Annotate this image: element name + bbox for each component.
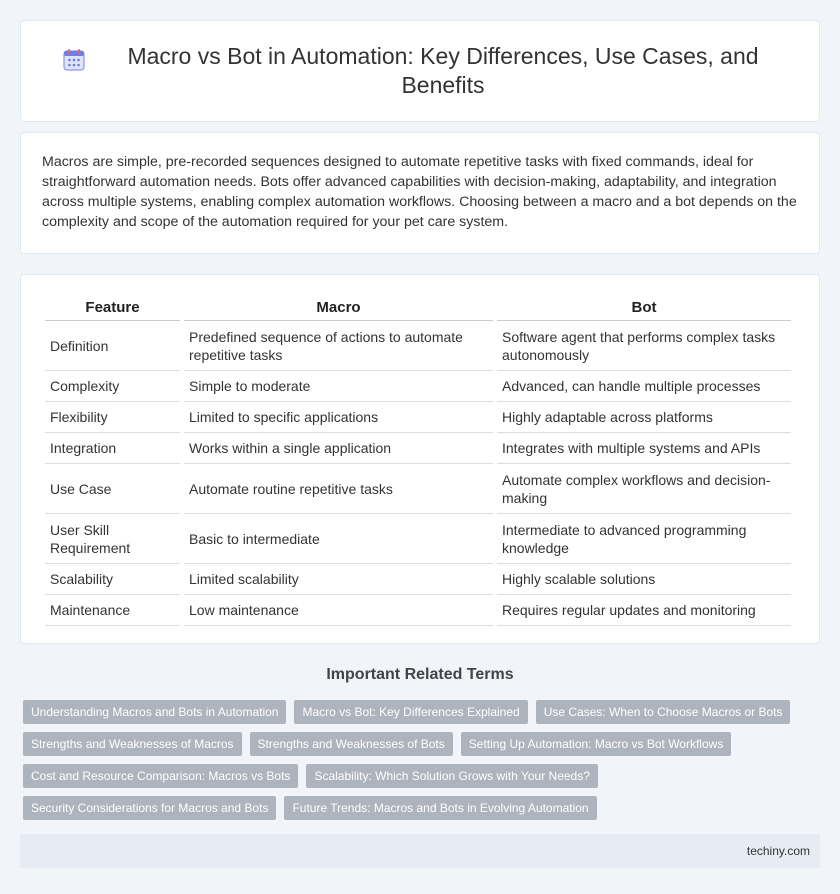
table-row: [45, 321, 791, 371]
table-cell: Advanced, can handle multiple processes: [497, 371, 791, 402]
table-cell: Works within a single application: [184, 433, 493, 464]
footer: [20, 834, 820, 868]
table-row: [45, 514, 791, 564]
table-cell: Limited scalability: [184, 564, 493, 595]
table-cell: Flexibility: [45, 402, 180, 433]
table-cell: Integrates with multiple systems and APIs: [497, 433, 791, 464]
table-cell: Definition: [45, 321, 180, 371]
table-cell: Basic to intermediate: [184, 514, 493, 564]
column-header-feature: Feature: [45, 295, 180, 321]
table-cell: Simple to moderate: [184, 371, 493, 402]
table-cell: Highly adaptable across platforms: [497, 402, 791, 433]
table-cell: Automate routine repetitive tasks: [184, 464, 493, 514]
related-term-tag[interactable]: Strengths and Weaknesses of Macros: [23, 732, 242, 756]
table-row: [45, 371, 791, 402]
page-title: Macro vs Bot in Automation: Key Differences, Use Cases, and Benefits: [127, 43, 759, 98]
table-header-row: [45, 295, 791, 321]
table-row: [45, 595, 791, 626]
table-row: [45, 464, 791, 514]
table-cell: Intermediate to advanced programming knowledge: [497, 514, 791, 564]
table-cell: Low maintenance: [184, 595, 493, 626]
table-cell: Integration: [45, 433, 180, 464]
related-term-tag[interactable]: Macro vs Bot: Key Differences Explained: [294, 700, 527, 724]
column-header-bot: Bot: [497, 295, 791, 321]
intro-card: [20, 132, 820, 254]
table-cell: Highly scalable solutions: [497, 564, 791, 595]
header-card: [20, 20, 820, 122]
table-row: [45, 564, 791, 595]
calendar-icon: [61, 47, 87, 73]
related-terms-list: [23, 700, 820, 820]
related-term-tag[interactable]: Strengths and Weaknesses of Bots: [250, 732, 453, 756]
table-cell: Limited to specific applications: [184, 402, 493, 433]
related-term-tag[interactable]: Scalability: Which Solution Grows with Your Needs?: [306, 764, 597, 788]
related-term-tag[interactable]: Use Cases: When to Choose Macros or Bots: [536, 700, 791, 724]
related-term-tag[interactable]: Setting Up Automation: Macro vs Bot Workflows: [461, 732, 732, 756]
related-term-tag[interactable]: Future Trends: Macros and Bots in Evolving Automation: [284, 796, 596, 820]
table-row: [45, 433, 791, 464]
table-cell: User Skill Requirement: [45, 514, 180, 564]
table-cell: Use Case: [45, 464, 180, 514]
table-cell: Scalability: [45, 564, 180, 595]
intro-paragraph: Macros are simple, pre-recorded sequences designed to automate repetitive tasks with fixed commands, ideal for straightforward automation needs. Bots offer advanced capabilities with decision-making, adaptability, and integration across multiple systems, enabling complex automation workflows. Choosing between a macro and a bot depends on the complexity and scope of the automation required for your pet care system.: [42, 154, 797, 230]
table-cell: Software agent that performs complex tasks autonomously: [497, 321, 791, 371]
comparison-table-card: [20, 274, 820, 644]
table-cell: Maintenance: [45, 595, 180, 626]
related-term-tag[interactable]: Security Considerations for Macros and Bots: [23, 796, 276, 820]
header: [61, 42, 779, 100]
comparison-table: [41, 295, 795, 626]
table-cell: Predefined sequence of actions to automate repetitive tasks: [184, 321, 493, 371]
footer-site-name: techiny.com: [746, 844, 810, 858]
table-cell: Requires regular updates and monitoring: [497, 595, 791, 626]
table-cell: Complexity: [45, 371, 180, 402]
related-term-tag[interactable]: Understanding Macros and Bots in Automation: [23, 700, 286, 724]
table-row: [45, 402, 791, 433]
column-header-macro: Macro: [184, 295, 493, 321]
related-terms-title: Important Related Terms: [326, 666, 514, 683]
table-cell: Automate complex workflows and decision-making: [497, 464, 791, 514]
related-term-tag[interactable]: Cost and Resource Comparison: Macros vs Bots: [23, 764, 298, 788]
